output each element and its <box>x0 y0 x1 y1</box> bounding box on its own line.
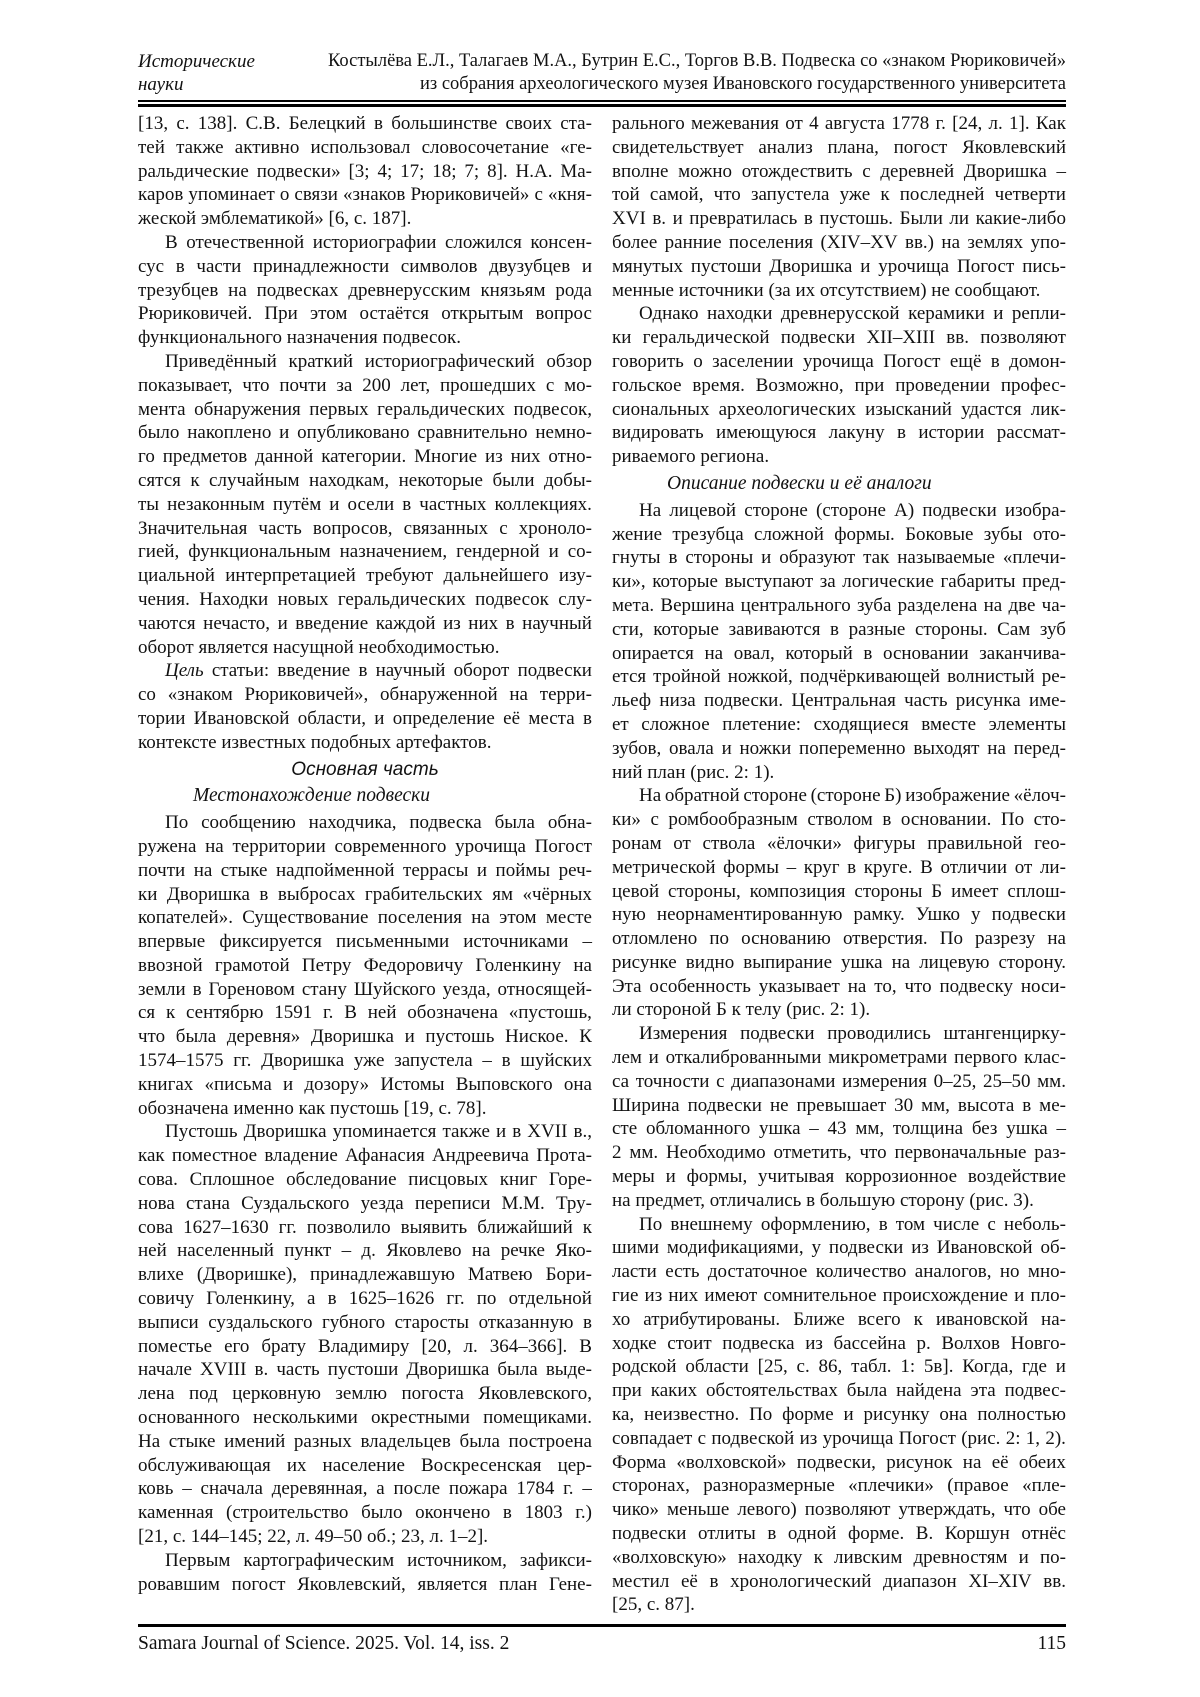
text-line: ковь – сначала деревянная, а после пожара 1784 г. – <box>138 1478 592 1500</box>
text-line: было накоплено и опубликовано сравнительно немно- <box>138 422 592 444</box>
text-line: сторонах, разноразмерные «плечики» (правое «пле- <box>612 1475 1066 1497</box>
text-line: ли стороной Б к телу (рис. 2: 1). <box>612 999 871 1021</box>
text-line: шими модификациями, у подвески из Ивановской об- <box>612 1237 1066 1259</box>
text-line: ся к сентябрю 1591 г. В ней обозначена «пустошь, <box>138 1002 592 1024</box>
text-line: мета. Вершина центрального зуба разделена на две ча- <box>612 594 1066 616</box>
paragraph <box>612 302 1066 469</box>
text-line: родской области [25, с. 86, табл. 1: 5в]. Когда, где и <box>612 1356 1066 1378</box>
text-line: ки» с ромбообразным стволом в основании. По сто- <box>612 809 1066 831</box>
section-name-line1: Исторические <box>138 51 255 72</box>
text-line: ки», которые выступают за логические габариты пред- <box>612 571 1066 593</box>
page-number: 115 <box>1037 1633 1066 1654</box>
paragraph <box>612 1022 1066 1212</box>
text-line: сти, которые завиваются в разные стороны. Сам зуб <box>612 618 1066 640</box>
text-line: [13, с. 138]. С.В. Белецкий в большинстве своих ста- <box>138 113 592 134</box>
text-line: сова 1627–1630 гг. позволило выявить ближайший к <box>138 1216 592 1238</box>
text-line: ней населенный пункт – д. Яковлево на речке Яко- <box>138 1240 592 1262</box>
text-line: каменная (строительство было окончено в 1803 г.) <box>138 1502 592 1524</box>
text-line: ходке стоит подвеска из бассейна р. Волхов Новго- <box>612 1332 1066 1354</box>
subsection-heading: Местонахождение подвески <box>193 785 431 807</box>
paragraph <box>138 231 592 350</box>
subsection-heading: Описание подвески и её аналоги <box>667 472 932 494</box>
text-line: совпадает с подвеской из урочища Погост (рис. 2: 1, 2). <box>612 1427 1066 1449</box>
text-line: меры и формы, учитывая коррозионное воздействие <box>612 1166 1066 1188</box>
page-footer <box>138 1633 1066 1655</box>
text-line: показывает, что почти за 200 лет, прошедших с мо- <box>138 374 592 396</box>
text-line: На стыке имений разных владельцев была построена <box>138 1430 592 1452</box>
text-line: сятся к случайным находкам, некоторые были добы- <box>138 469 592 491</box>
text-line: обозначена именно как пустошь [19, с. 78]. <box>138 1097 487 1119</box>
text-line: го предметов данной категории. Многие из них отно- <box>138 446 592 468</box>
paragraph <box>612 784 1066 1022</box>
header-rule-thick <box>138 104 1066 107</box>
text-line: как поместное владение Афанасия Андреевича Прота- <box>138 1145 592 1167</box>
text-line: хо атрибутированы. Ближе всего к ивановской на- <box>612 1308 1066 1330</box>
text-line: мянутых пустоши Дворишка и урочища Погост пись- <box>612 255 1066 277</box>
header-rule-thin <box>138 100 1066 102</box>
text-line: сус в части принадлежности символов двузубцев и <box>138 255 592 277</box>
text-line: ки Дворишка в выбросах грабительских ям «чёрных <box>138 883 592 905</box>
text-line: жеской эмблематикой» [6, с. 187]. <box>138 208 412 230</box>
text-line: ты незаконным путём и осели в частных коллекциях. <box>138 493 592 515</box>
text-line: ний план (рис. 2: 1). <box>612 761 775 783</box>
text-line: Значительная часть вопросов, связанных с хроноло- <box>138 517 592 539</box>
text-line: подвески отлиты в одной форме. В. Коршун отнёс <box>612 1523 1066 1545</box>
right-column <box>612 112 1066 1617</box>
text-line: зубов, овала и ножки попеременно выходят на перед- <box>612 737 1066 759</box>
text-line: ки геральдической подвески XII–XIII вв. позволяют <box>612 327 1066 349</box>
text-line: На обратной стороне (стороне Б) изображение «ёлоч- <box>639 785 1066 807</box>
article-body <box>138 112 1066 1617</box>
text-line: опирается на овал, который в основании заканчива- <box>612 642 1066 664</box>
footer-rule <box>138 1624 1066 1627</box>
text-line: книгах «письма и дозору» Истомы Выповского она <box>138 1073 592 1095</box>
text-line: метрической формы – круг в круге. В отличии от ли- <box>612 856 1066 878</box>
text-line: чико» меньше левого) позволяют утверждать, что обе <box>612 1499 1066 1521</box>
text-line: говорить о заселении урочища Погост ещё в домон- <box>612 350 1066 372</box>
text-line: контексте известных подобных артефактов. <box>138 731 492 753</box>
text-line: совичу Голенкину, а в 1625–1626 гг. по отдельной <box>138 1288 592 1310</box>
text-line: обслуживающая их население Воскресенская цер- <box>138 1454 592 1476</box>
text-line: сова. Сплошное обследование писцовых книг Горе- <box>138 1169 592 1191</box>
text-line: гольское время. Возможно, при проведении профес- <box>612 374 1066 396</box>
text-line: сиональных археологических изысканий удастся лик- <box>612 398 1066 420</box>
text-line: Эта особенность указывает на то, что подвеску носи- <box>612 975 1066 997</box>
left-column <box>138 112 592 1617</box>
page-header <box>138 50 1066 96</box>
text-line: риваемого региона. <box>612 446 770 468</box>
text-line: менные источники (за их отсутствием) не сообщают. <box>612 279 1041 301</box>
text-line: почти на стыке надпойменной террасы и поймы реч- <box>138 859 592 881</box>
text-line: [25, с. 87]. <box>612 1594 695 1616</box>
text-line: той самой, что запустела уже к последней четверти <box>612 184 1066 206</box>
text-line: Рюриковичей. При этом остаётся открытым вопрос <box>138 303 592 325</box>
text-line: свидетельствует анализ плана, погост Яковлевский <box>612 136 1066 158</box>
paragraph <box>138 811 592 1120</box>
text-line: са точности с диапазонами измерения 0–25, 25–50 мм. <box>612 1070 1066 1092</box>
text-line: Цель статьи: введение в научный оборот подвески <box>165 660 592 682</box>
text-line: лена под церковную землю погоста Яковлевского, <box>138 1383 592 1405</box>
text-line: при каких обстоятельствах была найдена эта подвес- <box>612 1380 1066 1402</box>
text-line: влихе (Дворишке), принадлежавшую Матвею Бори- <box>138 1264 592 1286</box>
text-line: каров упоминает о связи «знаков Рюриковичей» с «кня- <box>138 184 592 206</box>
text-line: гнуты в стороны и образуют так называемые «плечи- <box>612 547 1066 569</box>
running-title <box>255 50 1066 96</box>
text-line: земли в Гореновом стану Шуйского уезда, относящей- <box>138 978 592 1000</box>
text-line: сте обломанного ушка – 43 мм, толщина без ушка – <box>612 1118 1066 1140</box>
paragraph <box>138 1549 592 1597</box>
text-line: ральдические подвески» [3; 4; 17; 18; 7; 8]. Н.А. Ма- <box>138 160 592 182</box>
text-line: лем и откалиброванными микрометрами первого клас- <box>612 1047 1066 1069</box>
text-line: [21, с. 144–145; 22, л. 49–50 об.; 23, л. 1–2]. <box>138 1526 489 1548</box>
text-line: видировать имеющуюся лакуну в истории рассмат- <box>612 422 1066 444</box>
text-line: трезубцев на подвесках древнерусским князьям рода <box>138 279 592 301</box>
section-name-line2: науки <box>138 74 184 95</box>
text-line: ввозной грамотой Петру Федоровичу Голенкину на <box>138 954 592 976</box>
text-line: функционального назначения подвесок. <box>138 327 461 349</box>
text-line: гией, функциональным назначением, гендерной и со- <box>138 541 592 563</box>
text-line: рисунке видно выпирание ушка на лицевую сторону. <box>612 951 1066 973</box>
paragraph <box>138 1120 592 1548</box>
journal-title: Samara Journal of Science. 2025. Vol. 14, iss. 2 <box>138 1633 510 1654</box>
text-line: впервые фиксируется письменными источниками – <box>138 931 592 953</box>
text-line: 1574–1575 гг. Дворишка уже запустела – в шуйских <box>138 1050 592 1072</box>
text-line: ет сложное плетение: сходящиеся вместе элементы <box>612 713 1066 735</box>
paragraph <box>138 659 592 754</box>
paragraph <box>138 350 592 659</box>
text-line: на предмет, отличались в большую сторону (рис. 3). <box>612 1189 1034 1211</box>
text-line: жение трезубца сложной формы. Боковые зубы ото- <box>612 523 1066 545</box>
text-line: ружена на территории современного урочища Погост <box>138 835 592 857</box>
text-line: ется тройной ножкой, подчёркивающей волнистый ре- <box>612 666 1066 688</box>
text-line: гие из них имеют сомнительное происхождение и пло- <box>612 1285 1066 1307</box>
text-line: льеф низа подвески. Центральная часть рисунка име- <box>612 690 1066 712</box>
text-line: оборот является насущной необходимостью. <box>138 636 500 658</box>
text-line: По сообщению находчика, подвеска была обна- <box>165 812 592 834</box>
text-line: мента обнаружения первых геральдических подвесок, <box>138 398 592 420</box>
text-line: Ширина подвески не превышает 30 мм, высота в ме- <box>612 1094 1066 1116</box>
text-line: рального межевания от 4 августа 1778 г. [24, л. 1]. Как <box>612 113 1066 134</box>
text-line: 2 мм. Необходимо отметить, что первоначальные раз- <box>612 1142 1066 1164</box>
text-line: ка, неизвестно. По форме и рисунку она полностью <box>612 1404 1066 1426</box>
text-line: начале XVIII в. часть пустоши Дворишка была выде- <box>138 1359 592 1381</box>
text-line: тей также активно использовал словосочетание «ге- <box>138 136 592 158</box>
text-line: основанного несколькими окрестными помещиками. <box>138 1407 592 1429</box>
text-line: тории Ивановской области, и определение её места в <box>138 707 592 729</box>
text-line: местил её в хронологический диапазон XI–XIV вв. <box>612 1570 1066 1592</box>
text-line: выписи суздальского губного старосты отказанную в <box>138 1311 592 1333</box>
text-line: копателей». Существование поселения на этом месте <box>138 907 592 929</box>
section-heading: Основная часть <box>291 758 439 780</box>
text-line: Пустошь Дворишка упоминается также и в XVII в., <box>165 1121 592 1143</box>
text-line: более ранние поселения (XIV–XV вв.) на землях упо- <box>612 231 1066 253</box>
paragraph <box>612 499 1066 785</box>
paragraph <box>612 112 1066 302</box>
running-title-line2: из собрания археологического музея Ивановского государственного университета <box>419 74 1066 94</box>
text-line: со «знаком Рюриковичей», обнаруженной на терри- <box>138 684 592 706</box>
paragraph <box>138 112 592 231</box>
text-line: что была деревня» Дворишка и пустошь Ниское. К <box>138 1026 592 1048</box>
text-line: поместье его брату Владимиру [20, л. 364–366]. В <box>138 1335 592 1357</box>
text-line: На лицевой стороне (стороне А) подвески изобра- <box>639 499 1066 521</box>
text-line: ласти есть достаточное количество аналогов, но мно- <box>612 1261 1066 1283</box>
text-line: «волховскую» находку к ливским древностям и по- <box>612 1546 1066 1568</box>
text-line: В отечественной историографии сложился консен- <box>165 231 592 253</box>
text-line: циальной интерпретацией требуют дальнейшего изу- <box>138 565 592 587</box>
text-line: ровавшим погост Яковлевский, является план Гене- <box>138 1573 592 1595</box>
text-line: Первым картографическим источником, зафикси- <box>165 1549 592 1571</box>
text-line: ную неорнаментированную рамку. Ушко у подвески <box>612 904 1066 926</box>
text-line: Форма «волховской» подвески, рисунок на её обеих <box>612 1451 1066 1473</box>
text-line: отломлено по основанию отверстия. По разрезу на <box>612 928 1066 950</box>
text-line: ронам от ствола «ёлочки» фигуры правильной гео- <box>612 832 1066 854</box>
section-name <box>138 50 255 96</box>
text-line: нова стана Суздальского уезда переписи М.М. Тру- <box>138 1192 592 1214</box>
text-line: чаются нечасто, и введение каждой из них в научный <box>138 612 592 634</box>
text-line: Измерения подвески проводились штангенцирку- <box>639 1023 1066 1045</box>
text-line: чения. Находки новых геральдических подвесок слу- <box>138 588 592 610</box>
running-title-line1: Костылёва Е.Л., Талагаев М.А., Бутрин Е.С., Торгов В.В. Подвеска со «знаком Рюриковичей» <box>328 51 1066 71</box>
text-line: По внешнему оформлению, в том числе с неболь- <box>639 1213 1066 1235</box>
paragraph <box>612 1213 1066 1618</box>
text-line: цевой стороны, композиция стороны Б имеет сплош- <box>612 880 1066 902</box>
text-line: XVI в. и превратилась в пустошь. Были ли какие-либо <box>612 208 1066 230</box>
text-line: Приведённый краткий историографический обзор <box>165 350 592 372</box>
text-line: вполне можно отождествить с деревней Дворишка – <box>612 160 1066 182</box>
text-line: Однако находки древнерусской керамики и репли- <box>639 303 1066 325</box>
